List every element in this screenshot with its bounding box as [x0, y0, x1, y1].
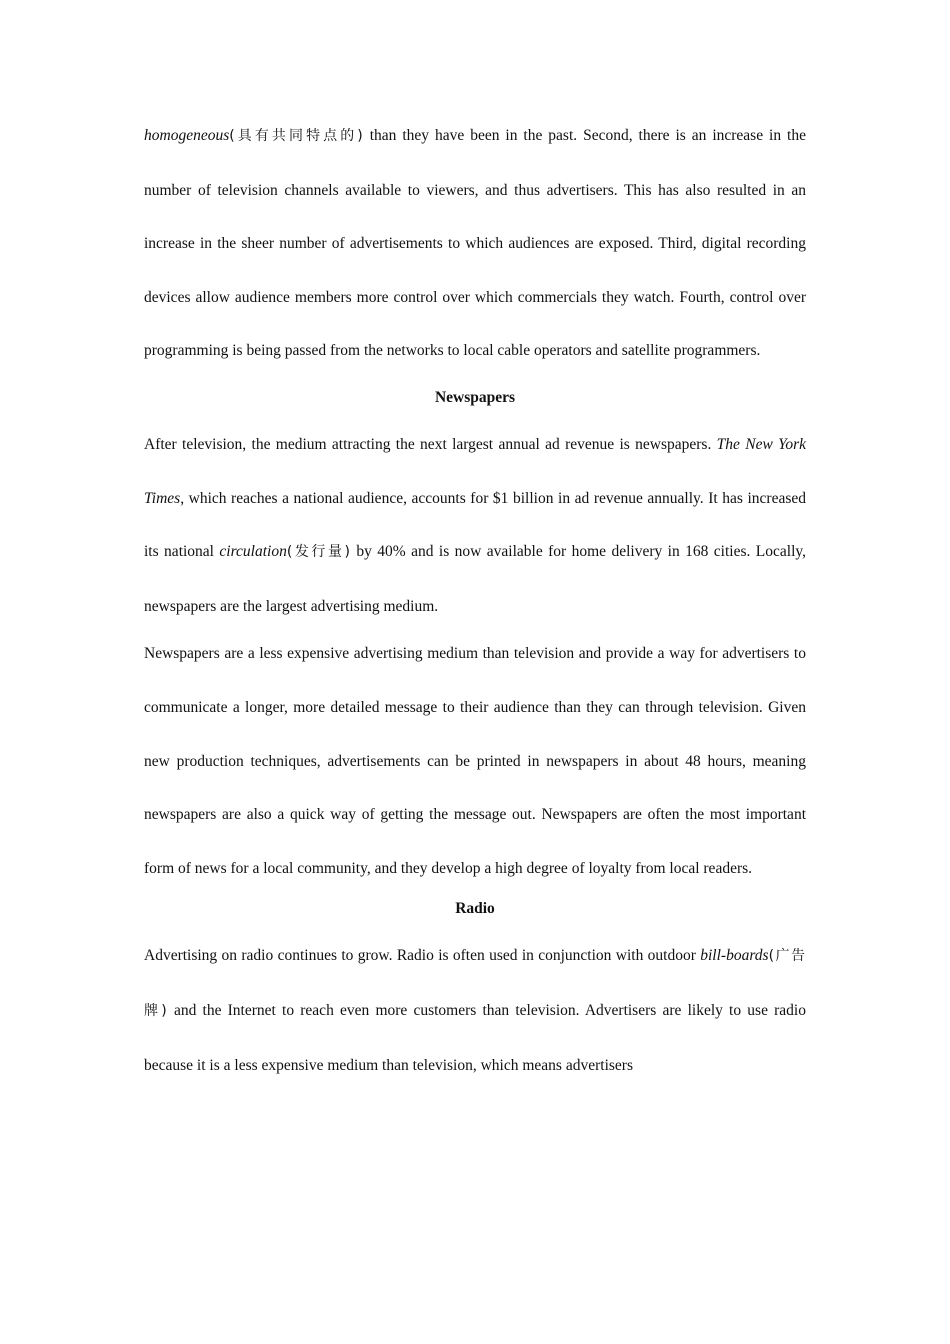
paragraph-text: , which reaches a national audience, accounts for $1 billion in ad revenue annually. It has increased its national	[144, 489, 806, 561]
paragraph-text: than they have been in the past. Second, there is an increase in the number of television channels available to viewers, and thus advertisers. This has also resulted in an increase in the sheer number of advertisements to which audiences are exposed. Third, digital recording devices allow audience members more control over which commercials they watch. Fourth, control over programming is being passed from the networks to local cable operators and satellite programmers.	[144, 127, 806, 360]
term-circulation: circulation	[219, 543, 287, 561]
title-new-york-times: The New York Times	[144, 435, 806, 507]
section-heading-radio: Radio	[455, 900, 495, 918]
paragraph-text: and the Internet to reach even more customers than television. Advertisers are likely to use radio because it is a less expensive medium than television, which means advertisers	[144, 1001, 806, 1074]
section-heading-newspapers: Newspapers	[434, 388, 516, 406]
paragraph-text: by 40% and is now available for home delivery in 168 cities. Locally, newspapers are the largest advertising medium.	[144, 543, 806, 615]
document-body	[144, 109, 806, 1092]
paragraph-text: After television, the medium attracting the next largest annual ad revenue is newspapers.	[144, 435, 717, 453]
term-homogeneous: homogeneous	[144, 127, 230, 144]
paragraph-newspapers-2: Newspapers are a less expensive advertising medium than television and provide a way for advertisers to communicate a longer, more detailed message to their audience than they can through television. Given new production techniques, advertisements can be printed in newspapers in about 48 hours, meaning newspapers are also a quick way of getting the message out. Newspapers are often the most important form of news for a local community, and they develop a high degree of loyalty from local readers.	[144, 645, 806, 877]
chinese-gloss-homogeneous: (具有共同特点的)	[229, 128, 364, 144]
chinese-gloss-billboards: (广告牌)	[144, 948, 806, 1019]
paragraph-text: Advertising on radio continues to grow. Radio is often used in conjunction with outdoor	[144, 947, 701, 965]
paragraph-television-continued	[144, 109, 806, 378]
term-billboards: bill-boards	[700, 947, 769, 965]
chinese-gloss-circulation: (发行量)	[286, 544, 351, 561]
paragraph-newspapers-1	[144, 418, 806, 633]
paragraph-radio-1	[144, 929, 806, 1092]
